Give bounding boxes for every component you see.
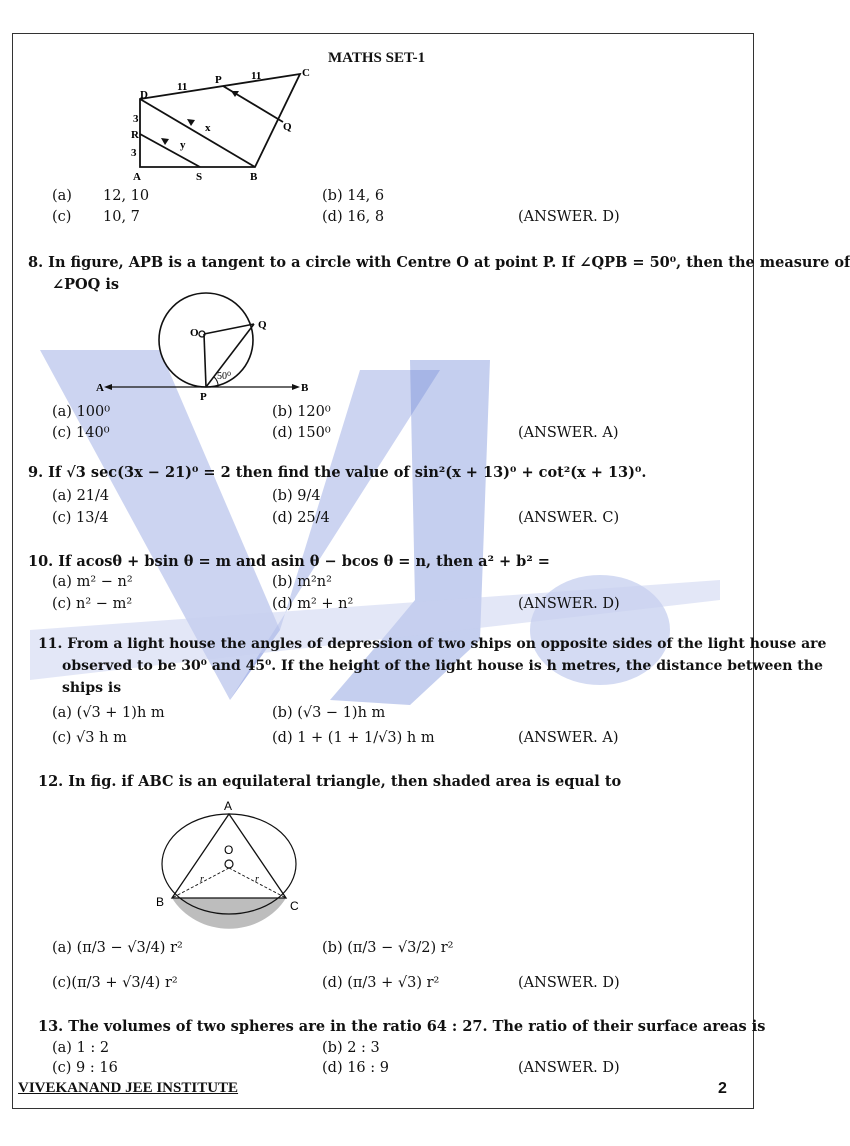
q7-label-a: A xyxy=(133,171,141,183)
q12-answer: (ANSWER. D) xyxy=(518,975,620,991)
q8-radius-oq xyxy=(204,324,254,334)
q7-label-s: S xyxy=(196,171,203,183)
page-number: 2 xyxy=(718,1080,727,1097)
q12-option-a: (a) (π/3 − √3/4) r² xyxy=(52,940,183,956)
q7-diagonal-db xyxy=(140,99,255,167)
q8-arrow-b xyxy=(292,384,300,390)
q10-answer: (ANSWER. D) xyxy=(518,596,620,612)
q7-line-rs xyxy=(140,134,200,167)
q7-label-11a: 11 xyxy=(177,81,188,93)
q7-label-y: y xyxy=(180,139,186,151)
q8-label-o: O xyxy=(190,327,199,339)
q12-label-c: C xyxy=(290,899,299,913)
q12-option-b: (b) (π/3 − √3/2) r² xyxy=(322,940,454,956)
q13-option-b: (b) 2 : 3 xyxy=(322,1040,380,1056)
q9-question: 9. If √3 sec(3x − 21)⁰ = 2 then find the value of sin²(x + 13)⁰ + cot²(x + 13)⁰. xyxy=(28,464,647,481)
q11-option-c: (c) √3 h m xyxy=(52,730,127,746)
q8-option-d: (d) 150⁰ xyxy=(272,425,331,441)
q8-label-a: A xyxy=(96,382,104,394)
q7-option-d: (d) 16, 8 xyxy=(322,209,385,225)
q7-figure xyxy=(105,64,320,186)
q11-option-b: (b) (√3 − 1)h m xyxy=(272,705,386,721)
q12-label-r1: r xyxy=(200,874,204,885)
q8-arrow-a xyxy=(104,384,112,390)
q9-option-d: (d) 25/4 xyxy=(272,510,330,526)
q8-label-q: Q xyxy=(258,319,267,331)
q11-option-d: (d) 1 + (1 + 1/√3) h m xyxy=(272,730,435,746)
q13-question: 13. The volumes of two spheres are in the ratio 64 : 27. The ratio of their surface areas is xyxy=(38,1018,766,1035)
q7-label-r: R xyxy=(131,129,139,141)
q7-label-c: C xyxy=(302,67,310,79)
q9-option-a: (a) 21/4 xyxy=(52,488,110,504)
q12-label-r2: r xyxy=(255,874,259,885)
q13-option-c: (c) 9 : 16 xyxy=(52,1060,118,1076)
q9-option-b: (b) 9/4 xyxy=(272,488,321,504)
q7-label-q: Q xyxy=(283,121,292,133)
q7-label-p: P xyxy=(215,74,222,86)
q8-option-c: (c) 140⁰ xyxy=(52,425,110,441)
q8-label-b: B xyxy=(301,382,309,394)
q7-option-b: (b) 14, 6 xyxy=(322,188,385,204)
q7-label-3b: 3 xyxy=(131,147,137,159)
q7-option-c-value: 10, 7 xyxy=(103,209,140,225)
q10-option-d: (d) m² + n² xyxy=(272,596,354,612)
q11-answer: (ANSWER. A) xyxy=(518,730,619,746)
q13-answer: (ANSWER. D) xyxy=(518,1060,620,1076)
q12-center-dot xyxy=(225,860,233,868)
q8-answer: (ANSWER. A) xyxy=(518,425,619,441)
q7-arrow-x xyxy=(187,119,195,126)
q12-option-c: (c)(π/3 + √3/4) r² xyxy=(52,975,178,991)
q7-label-d: D xyxy=(140,89,148,101)
q7-label-3a: 3 xyxy=(133,113,139,125)
q7-answer: (ANSWER. D) xyxy=(518,209,620,225)
q7-option-a-value: 12, 10 xyxy=(103,188,150,204)
q11-question-line1: 11. From a light house the angles of depression of two ships on opposite sides of the light house are xyxy=(38,636,827,652)
q7-label-11b: 11 xyxy=(251,70,262,82)
q7-label-x: x xyxy=(205,122,211,134)
q7-option-a-label: (a) xyxy=(52,188,72,204)
q9-option-c: (c) 13/4 xyxy=(52,510,109,526)
q7-option-c-label: (c) xyxy=(52,209,72,225)
q8-label-p: P xyxy=(200,391,207,403)
q12-option-d: (d) (π/3 + √3) r² xyxy=(322,975,440,991)
q11-option-a: (a) (√3 + 1)h m xyxy=(52,705,165,721)
q9-answer: (ANSWER. C) xyxy=(518,510,620,526)
q7-arrow-y xyxy=(161,138,169,145)
footer-institute: VIVEKANAND JEE INSTITUTE xyxy=(18,1080,239,1096)
q8-option-b: (b) 120⁰ xyxy=(272,404,331,420)
q8-figure xyxy=(96,290,316,402)
q11-question-line2: observed to be 30⁰ and 45⁰. If the height of the light house is h metres, the distance between the xyxy=(62,658,823,674)
page-title: MATHS SET-1 xyxy=(328,50,426,66)
q10-option-a: (a) m² − n² xyxy=(52,574,133,590)
q12-label-o: O xyxy=(224,843,234,857)
q12-label-b: B xyxy=(156,895,165,909)
q8-label-50: 50⁰ xyxy=(217,371,232,382)
q13-option-d: (d) 16 : 9 xyxy=(322,1060,389,1076)
q8-question-line2: ∠POQ is xyxy=(52,276,120,293)
q7-parallelogram xyxy=(140,74,300,167)
q8-radius-op xyxy=(204,334,206,387)
q12-question: 12. In fig. if ABC is an equilateral triangle, then shaded area is equal to xyxy=(38,773,622,790)
q10-option-b: (b) m²n² xyxy=(272,574,332,590)
q13-option-a: (a) 1 : 2 xyxy=(52,1040,110,1056)
q12-figure xyxy=(150,798,310,916)
q10-option-c: (c) n² − m² xyxy=(52,596,133,612)
q11-question-line3: ships is xyxy=(62,680,122,696)
q10-question: 10. If acosθ + bsin θ = m and asin θ − bcos θ = n, then a² + b² = xyxy=(28,553,550,570)
q8-question-line1: 8. In figure, APB is a tangent to a circle with Centre O at point P. If ∠QPB = 50⁰, then the measure of xyxy=(28,254,850,271)
q8-option-a: (a) 100⁰ xyxy=(52,404,111,420)
q12-label-a: A xyxy=(224,799,233,813)
q7-label-b: B xyxy=(250,171,258,183)
